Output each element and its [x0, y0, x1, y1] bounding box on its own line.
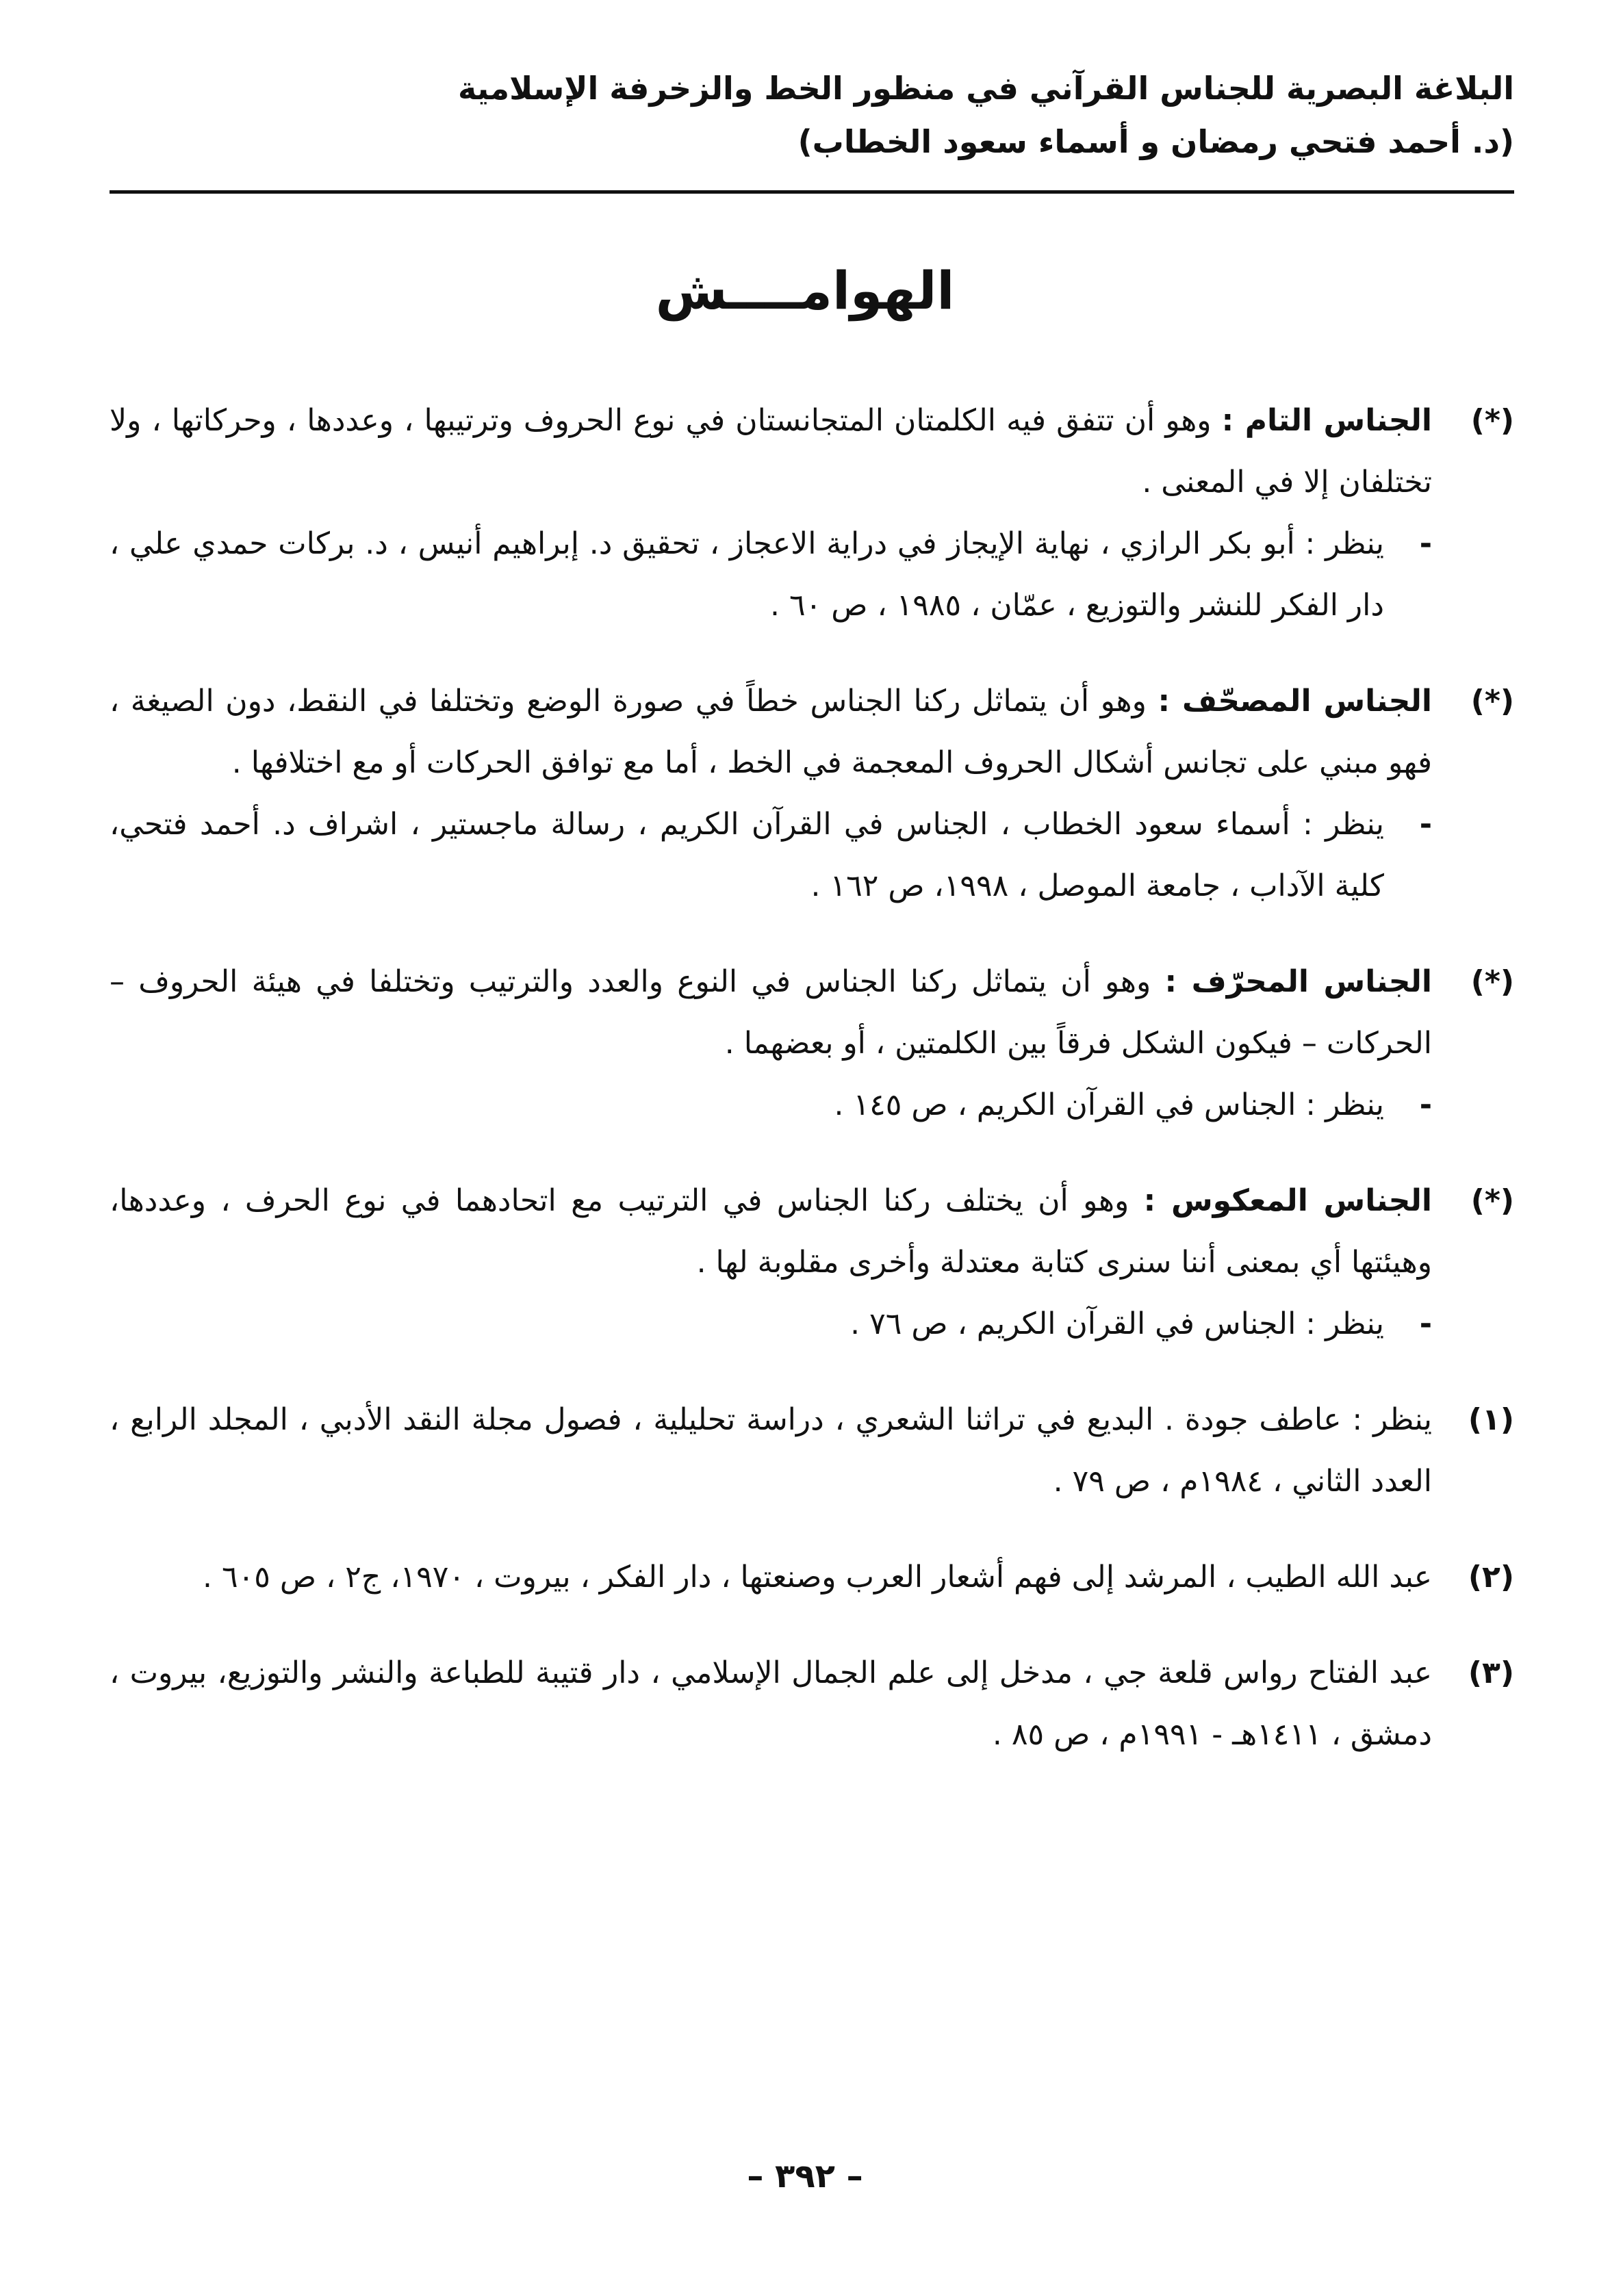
footnote-item — [110, 1547, 1514, 1608]
footnote-item — [110, 1642, 1514, 1766]
footnote-item — [110, 671, 1514, 917]
footnote-reference — [110, 513, 1432, 636]
footnote-term: الجناس التام : — [1221, 403, 1433, 438]
footnote-text: وهو أن يتماثل ركنا الجناس خطاً في صورة الوضع وتختلفا في النقط، دون الصيغة ، فهو مبني على تجانس أشكال الحروف المعجمة في الخط ، أما مع توافق الحركات أو مع اختلافها . — [110, 684, 1432, 780]
footnote-item — [110, 390, 1514, 636]
footnote-text: وهو أن يختلف ركنا الجناس في الترتيب مع اتحادهما في نوع الحرف ، وعددها، وهيئتها أي بمعنى أننا سنرى كتابة معتدلة وأخرى مقلوبة لها . — [110, 1183, 1432, 1280]
reference-text: ينظر : أسماء سعود الخطاب ، الجناس في القرآن الكريم ، رسالة ماجستير ، اشراف د. أحمد فتحي، كلية الآداب ، جامعة الموصل ، ١٩٩٨، ص ١٦٢ . — [110, 807, 1384, 903]
footnote-marker: (*) — [1470, 403, 1514, 438]
footnote-body — [110, 1170, 1432, 1293]
footnote-text: ينظر : عاطف جودة . البديع في تراثنا الشعري ، دراسة تحليلية ، فصول مجلة النقد الأدبي ، المجلد الرابع ، العدد الثاني ، ١٩٨٤م ، ص ٧٩ . — [110, 1402, 1432, 1499]
footnote-marker: (*) — [1470, 684, 1514, 719]
section-title: الهوامــــش — [655, 260, 955, 321]
footnote-reference — [110, 1293, 1432, 1355]
footnotes-list — [110, 390, 1514, 1766]
footnote-marker: (٢) — [1468, 1560, 1514, 1595]
footnote-text: وهو أن تتفق فيه الكلمتان المتجانستان في نوع الحروف وترتيبها ، وعددها ، وحركاتها ، ولا تختلفان إلا في المعنى . — [110, 403, 1432, 500]
reference-text: ينظر : الجناس في القرآن الكريم ، ص ١٤٥ . — [834, 1087, 1384, 1122]
footnote-reference — [110, 1074, 1432, 1136]
footnote-marker: (*) — [1470, 1183, 1514, 1218]
page-number: – ٣٩٢ – — [747, 2157, 863, 2195]
footnote-marker: (*) — [1470, 964, 1514, 999]
footnote-term: الجناس المحرّف : — [1164, 964, 1433, 999]
footnote-body — [110, 671, 1432, 794]
reference-dash: - — [1419, 1306, 1432, 1341]
footnote-item — [110, 1170, 1514, 1355]
reference-dash: - — [1419, 526, 1432, 561]
header-title: البلاغة البصرية للجناس القرآني في منظور الخط والزخرفة الإسلامية — [457, 70, 1514, 107]
footnote-body — [110, 1547, 1432, 1608]
running-header — [110, 62, 1514, 168]
footnote-term: الجناس المعكوس : — [1143, 1183, 1432, 1218]
reference-text: ينظر : أبو بكر الرازي ، نهاية الإيجاز في دراية الاعجاز ، تحقيق د. إبراهيم أنيس ، د. بركات حمدي علي ، دار الفكر للنشر والتوزيع ، عمّان ، ١٩٨٥ ، ص ٦٠ . — [110, 526, 1384, 623]
footnote-body — [110, 390, 1432, 513]
footnote-item — [110, 951, 1514, 1136]
footnote-body — [110, 1642, 1432, 1766]
reference-text: ينظر : الجناس في القرآن الكريم ، ص ٧٦ . — [850, 1306, 1384, 1341]
header-divider — [110, 190, 1514, 194]
footnote-item — [110, 1389, 1514, 1512]
reference-dash: - — [1419, 807, 1432, 842]
footnote-reference — [110, 794, 1432, 917]
footnote-body — [110, 1389, 1432, 1512]
footnote-body — [110, 951, 1432, 1074]
footnote-text: عبد الفتاح رواس قلعة جي ، مدخل إلى علم الجمال الإسلامي ، دار قتيبة للطباعة والنشر والتوزيع، بيروت ، دمشق ، ١٤١١هـ - ١٩٩١م ، ص ٨٥ . — [110, 1655, 1432, 1752]
reference-dash: - — [1419, 1087, 1432, 1122]
footnote-marker: (٣) — [1468, 1655, 1514, 1690]
footnote-text: وهو أن يتماثل ركنا الجناس في النوع والعدد والترتيب وتختلفا في هيئة الحروف – الحركات – فيكون الشكل فرقاً بين الكلمتين ، أو بعضهما . — [110, 964, 1432, 1061]
footnote-marker: (١) — [1468, 1402, 1514, 1437]
footnote-text: عبد الله الطيب ، المرشد إلى فهم أشعار العرب وصنعتها ، دار الفكر ، بيروت ، ١٩٧٠، ج٢ ، ص ٦٠٥ . — [202, 1560, 1432, 1595]
footnote-term: الجناس المصحّف : — [1158, 684, 1432, 719]
header-authors: (د. أحمد فتحي رمضان و أسماء سعود الخطاب) — [797, 123, 1514, 160]
